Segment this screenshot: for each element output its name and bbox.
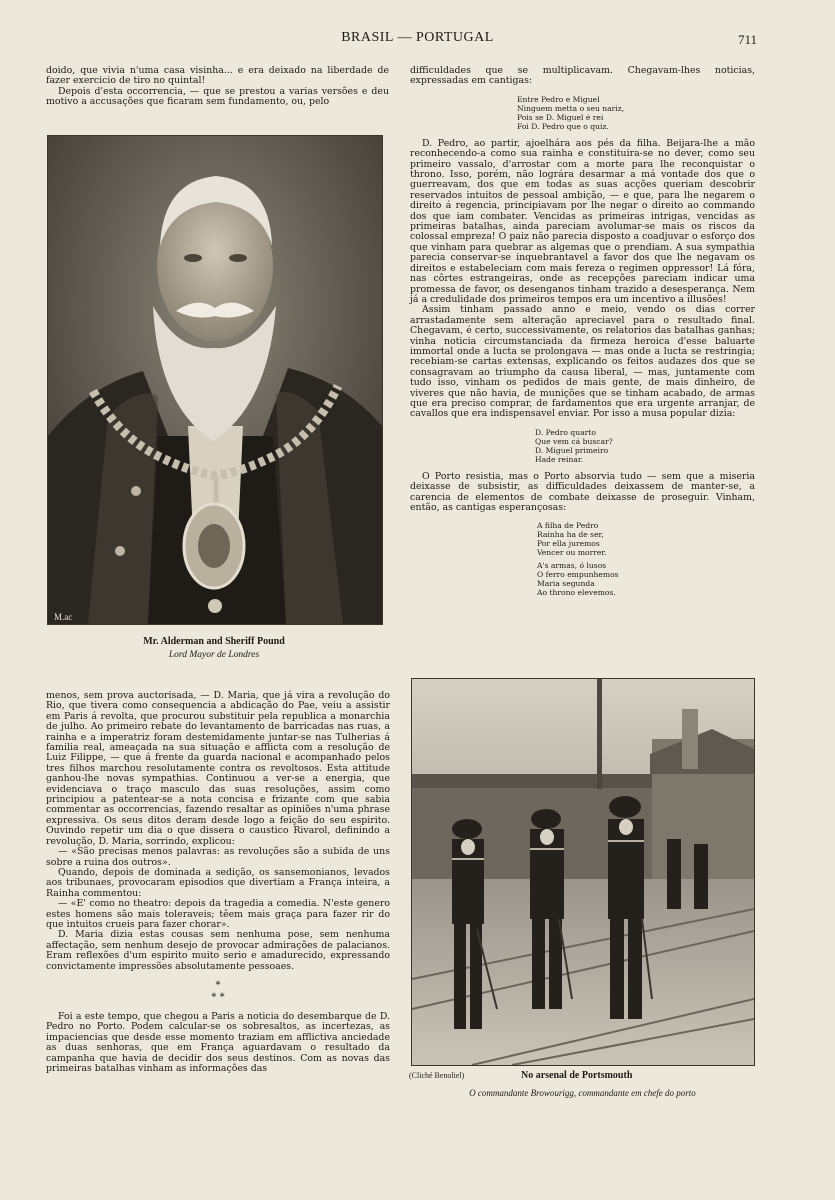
paragraph: difficuldades que se multiplicavam. Chegavam-lhes noticias, expressadas em cantigas:: [410, 65, 755, 87]
verse-line: Rainha ha de ser,: [537, 530, 604, 540]
verse-line: D. Pedro quarto: [535, 427, 596, 437]
asterisk-bottom: * *: [211, 991, 225, 1003]
paragraph: — «E' como no theatro: depois da tragedia a comedia. N'este genero estes homens são mais toleraveis; têem mais graça para fazer rir do que intuitos crueis para fazer chorar».: [46, 898, 390, 930]
verse-line: Ao throno elevemos.: [537, 588, 616, 598]
right-top-text: [410, 66, 755, 605]
portrait-caption: [47, 636, 381, 660]
verse-line: A filha de Pedro: [537, 521, 599, 531]
verse-line: Por ella juremos: [537, 539, 600, 549]
portrait-image: [48, 136, 382, 624]
asterisk-top: *: [215, 979, 221, 991]
verse-3: [537, 521, 755, 557]
verse-1: [517, 95, 755, 131]
paragraph: Depois d'esta occorrencia, — que se prestou a varias versões e deu motivo a accusações que ficaram sem fundamento, ou, pelo: [46, 85, 389, 108]
arsenal-caption-title: No arsenal de Portsmouth: [521, 1070, 633, 1081]
paragraph: Foi a este tempo, que chegou a Paris a noticia do desembarque de D. Pedro no Porto. Podem calcular-se os sobresaltos, as incertezas, as impaciencias que desde esse momento traziam em afflictiva anciedade as duas senhoras, que em França aguardavam o resultado da campanha que havia de decidir dos seus destinos. Com as novas das primeiras batalhas vinham as informações das: [46, 1010, 390, 1074]
photo-credit: (Cliché Benoliel): [409, 1071, 465, 1080]
verse-line: Foi D. Pedro que o quiz.: [517, 121, 609, 131]
page-header: [0, 30, 835, 50]
paragraph: O Porto resistia, mas o Porto absorvia tudo — sem que a miseria deixasse de subsistir, as difficuldades deixassem de manter-se, a carencia de elementos de combate deixasse de proseguir. Vinham, então, as cantigas esperançosas:: [410, 470, 755, 513]
paragraph: doido, que vivia n'uma casa visinha... e era deixado na liberdade de fazer exercicio de tiro no quintal!: [46, 65, 389, 87]
paragraph: menos, sem prova auctorisada, — D. Maria, que já vira a revolução do Rio, que tivera como consequencia a abdicação do Pae, veiu a assistir em Paris á revolta, que procurou substituir pela republica a monarchia de julho. Ao primeiro rebate do levantamento de barricadas nas ruas, a rainha e a imperatriz foram destemidamente juntar-se nas Tulherias á familia real, ameaçada na sua situação e afflicta com a resolução de Luiz Filippe, — que á frente da guarda nacional e acompanhado pelos tres filhos marchou resolutamente contra os revoltosos. Esta attitude ganhou-lhe novas sympathias. Continuou a ver-se a energia, que evidenciava o traço masculo das suas resoluções, assim como principiou a patentear-se a nota concisa e frizante com que sabia commentar as occorrencias, fazendo resaltar as opiniões n'uma phrase expressiva. Os seus ditos deram desde logo a feição do seu espirito. Ouvindo repetir um dia o que dissera o caustico Rivarol, definindo a revolução, D. Maria, sorrindo, explicou:: [46, 690, 390, 847]
verse-line: Vencer ou morrer.: [537, 548, 607, 558]
paragraph: Quando, depois de dominada a sedição, os sansemonianos, levados aos tribunaes, provocaram episodios que divertiam a França inteira, a Rainha commentou:: [46, 866, 390, 899]
arsenal-image: [412, 679, 754, 1065]
paragraph: D. Pedro, ao partir, ajoelhára aos pés da filha. Beijara-lhe a mão reconhecendo-a como sua rainha e constituira-se no dever, como seu primeiro vassalo, d'arrostar com a morte para lhe reconquistar o throno. Isso, porém, não lográra desarmar a má vontade dos que o guerreavam, dos que em todas as suas acções queriam descobrir reservados intuitos de pessoal ambição, — e que, para lhe negarem o direito á regencia, principiavam por lhe negar o direito ao commando dos que iam combater. Vencidas as primeiras intrigas, vencidas as primeiras batalhas, ainda pareciam avolumar-se mais os riscos da colossal empreza! O paiz não parecia disposto a coadjuvar o esforço dos que vinham para quebrar as algemas que o prendiam. A sua sympathia parecia conservar-se inquebrantavel a favor dos que lhe negavam os direitos e estabeleciam com mais fereza o regimen oppressor! Lá fóra, nas côrtes estrangeiras, onde as recepções pareciam indicar uma promessa de favor, os desenganos tinham trazido a desesperança. Nem já a credulidade dos primeiros tempos era um incentivo a illusões!: [410, 137, 755, 305]
running-title: BRASIL — PORTUGAL: [341, 30, 494, 45]
verse-line: Ninguem metta o seu nariz,: [517, 103, 625, 113]
verse-line: Entre Pedro e Miguel: [517, 94, 600, 104]
paragraph: — «São precisas menos palavras: as revoluções são a subida de uns sobre a ruina dos outros».: [46, 846, 390, 868]
paragraph: Assim tinham passado anno e meio, vendo os dias correr arrastadamente sem alteração apreciavel para o resultado final. Chegavam, é certo, successivamente, os relatorios das batalhas ganhas; vinha noticia circumstanciada da firmeza heroica d'esse baluarte immortal onde a lucta se prolongava — mas onde a lucta se restringia; recebiam-se cartas extensas, explicando os feitos audazes dos que se consagravam ao triumpho da causa liberal, — mas, juntamente com tudo isso, vinham os pedidos de mais gente, de mais dinheiro, de viveres que não havia, de munições que se tinham acabado, de armas que era preciso comprar, de fardamentos que era urgente arranjar, de cavallos que era indispensavel enviar. Por isso a musa popular dizia:: [410, 304, 755, 420]
arsenal-caption: [405, 1070, 760, 1098]
left-top-text: [46, 66, 389, 108]
page-number: 711: [737, 32, 757, 47]
verse-4: [537, 561, 755, 597]
verse-line: A's armas, ó lusos: [537, 561, 607, 571]
verse-line: Pois se D. Miguel é rei: [517, 112, 604, 122]
section-break: [46, 980, 390, 1004]
verse-line: Que vem cá buscar?: [535, 436, 613, 446]
left-bottom-text: [46, 691, 390, 1074]
arsenal-photo: [411, 678, 755, 1066]
verse-line: Hade reinar.: [535, 454, 584, 464]
portrait-signature: M.ac: [54, 612, 73, 622]
portrait-photo: [47, 135, 383, 625]
portrait-caption-subtitle: Lord Mayor de Londres: [168, 650, 260, 660]
paragraph: D. Maria dizia estas cousas sem nenhuma pose, sem nenhuma affectação, sem nenhum desejo de provocar admirações de palacianos. Eram reflexões d'um espirito muito serio e amadurecido, expressando convictamente impressões absolutamente pessoaes.: [46, 929, 390, 972]
verse-line: Maria segunda: [537, 579, 595, 589]
verse-line: O ferro empunhemos: [537, 570, 619, 580]
verse-line: D. Miguel primeiro: [535, 445, 609, 455]
verse-2: [535, 428, 755, 464]
portrait-caption-title: Mr. Alderman and Sheriff Pound: [143, 636, 285, 647]
arsenal-caption-subtitle: O commandante Browourigg, commandante em chefe do porto: [469, 1088, 696, 1098]
